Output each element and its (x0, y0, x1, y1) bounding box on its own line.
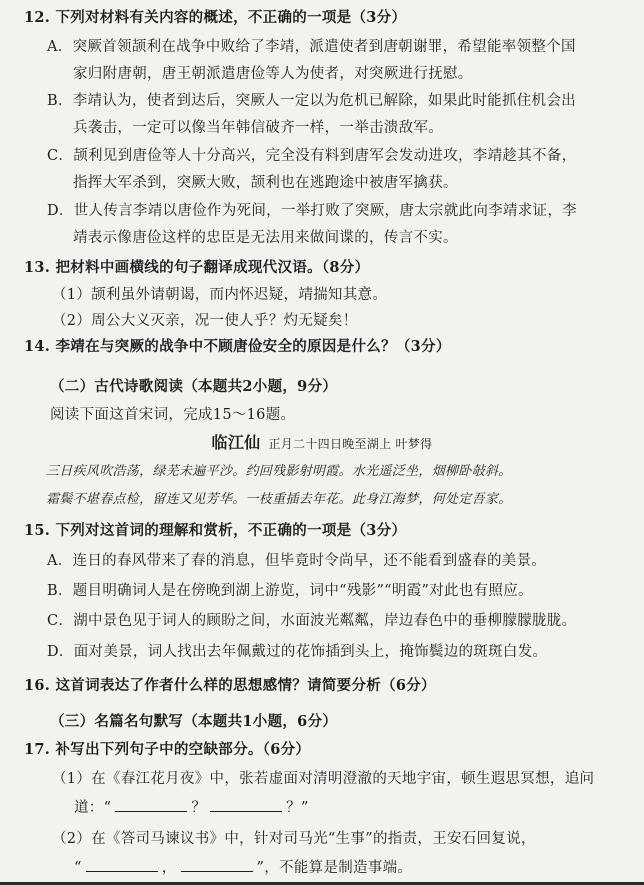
q12-option-a-line2: 家归附唐朝，唐王朝派遣唐俭等人为使者，对突厥进行抚慰。 (73, 66, 473, 82)
q15-option-c: C．湖中景色见于词人的顾盼之间，水面波光粼粼，岸边春色中的垂柳朦朦胧胧。 (47, 613, 577, 629)
q17-item2-open-quote: “ (74, 860, 82, 876)
poem-title-line (0, 433, 644, 454)
q12-option-b-line2: 兵袭击，一定可以像当年韩信破齐一样，一举击溃敌军。 (73, 120, 443, 136)
q17-item2-line1: （2）在《答司马谏议书》中，针对司马光“生事”的指责，王安石回复说， (52, 831, 536, 847)
q12-option-c-line2: 指挥大军杀到，突厥大败，颉利也在逃跑途中被唐军擒获。 (73, 175, 458, 191)
q12-option-b-line1: B．李靖认为，使者到达后，突厥人一定以为危机已解除，如果此时能抓住机会出 (47, 93, 576, 109)
q17-blank-3[interactable] (86, 857, 158, 872)
q17-item2-mid: ， (161, 860, 177, 876)
q15-option-a: A．连日的春风带来了春的消息，但毕竟时令尚早，还不能看到盛春的美景。 (47, 553, 547, 569)
q12-option-d-line1: D．世人传言李靖以唐俭作为死间，一举打败了突厥，唐太宗就此向李靖求证，李 (47, 203, 577, 219)
q14-stem: 14. 李靖在与突厥的战争中不顾唐俭安全的原因是什么？（3分） (24, 338, 451, 355)
poem-meta: 正月二十四日晚至湖上 叶梦得 (268, 437, 433, 451)
q13-sentence-1: （1）颉利虽外请朝谒，而内怀迟疑，靖揣知其意。 (52, 287, 388, 303)
q12-option-c-line1: C．颉利见到唐俭等人十分高兴，完全没有料到唐军会发动进攻，李靖趁其不备， (47, 148, 577, 164)
q17-item2-tail: ”，不能算是制造事端。 (256, 860, 413, 876)
q12-option-a-line1: A．突厥首领颉利在战争中败给了李靖，派遣使者到唐朝谢罪，希望能率领整个国 (47, 39, 576, 55)
q13-sentence-2: （2）周公大义灭亲，况一使人乎？灼无疑矣！ (52, 313, 358, 329)
q16-stem: 16. 这首词表达了作者什么样的思想感情？请简要分析（6分） (24, 677, 436, 694)
q17-blank-4[interactable] (181, 857, 253, 872)
q17-item1-line1: （1）在《春江花月夜》中，张若虚面对清明澄澈的天地宇宙，顿生遐思冥想，追问 (52, 771, 595, 787)
q17-item1-line2 (74, 797, 309, 818)
q15-option-d: D．面对美景，词人找出去年佩戴过的花饰插到头上，掩饰鬓边的斑斑白发。 (47, 644, 548, 660)
poem-title: 临江仙 (211, 433, 261, 452)
q17-stem: 17. 补写出下列句子中的空缺部分。（6分） (24, 741, 311, 758)
q12-stem: 12. 下列对材料有关内容的概述，不正确的一项是（3分） (24, 9, 407, 26)
section2-heading: （二）古代诗歌阅读（本题共2小题，9分） (50, 378, 338, 395)
poem-line-2: 霜鬓不堪春点检，留连又见芳华。一枝重插去年花。此身江海梦，何处定吾家。 (46, 492, 512, 507)
q17-blank-2[interactable] (210, 797, 282, 812)
q17-item1-close-quote: ？” (286, 800, 309, 816)
section2-intro: 阅读下面这首宋词，完成15～16题。 (50, 407, 296, 423)
q12-option-d-line2: 靖表示像唐俭这样的忠臣是无法用来做间谍的，传言不实。 (73, 230, 458, 246)
q15-stem: 15. 下列对这首词的理解和赏析，不正确的一项是（3分） (24, 522, 407, 539)
section3-heading: （三）名篇名句默写（本题共1小题，6分） (50, 713, 338, 730)
q17-item2-line2 (74, 857, 412, 878)
q13-stem: 13. 把材料中画横线的句子翻译成现代汉语。（8分） (24, 259, 370, 276)
q17-item1-mid: ？ (191, 800, 207, 816)
q17-blank-1[interactable] (115, 797, 187, 812)
q17-item1-open-quote: 道：“ (74, 800, 112, 816)
q15-option-b: B．题目明确词人是在傍晚到湖上游览，词中“残影”“明霞”对此也有照应。 (47, 583, 533, 599)
poem-line-1: 三日疾风吹浩荡，绿芜未遍平沙。约回残影射明霞。水光遥泛坐，烟柳卧敧斜。 (46, 464, 512, 479)
